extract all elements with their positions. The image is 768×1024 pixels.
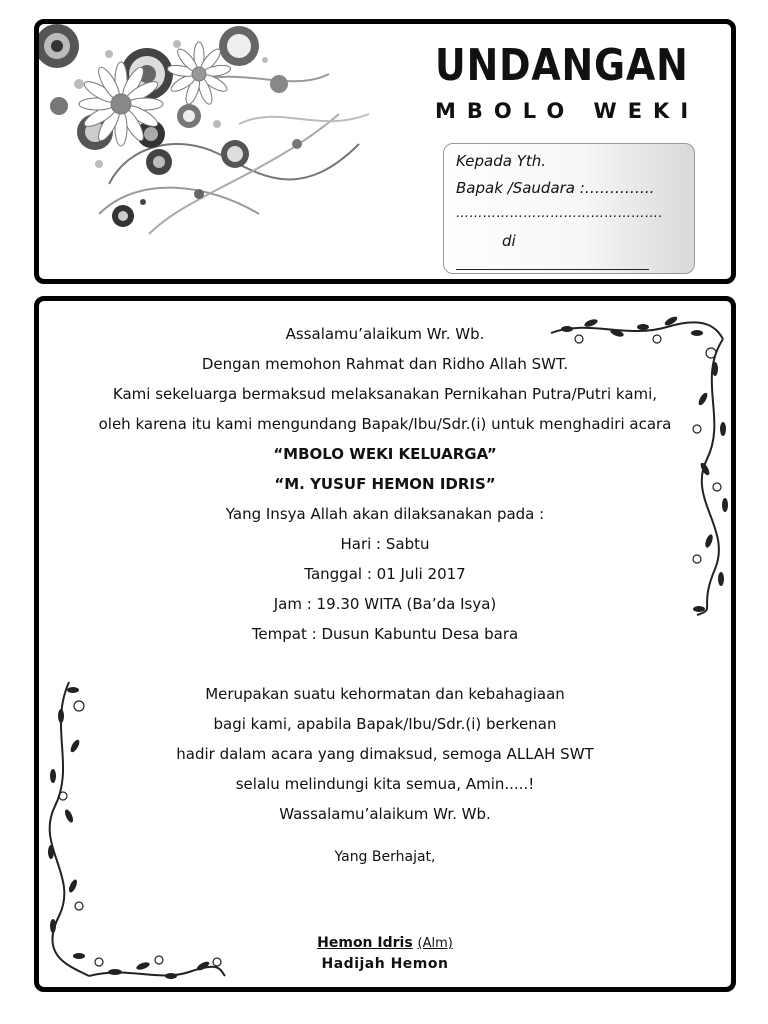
address-name-line: Bapak /Saudara :………….. — [456, 179, 655, 197]
signer-2-name: Hadijah Hemon — [321, 956, 449, 972]
invitation-title: UNDANGAN — [435, 40, 689, 91]
body-line: bagi kami, apabila Bapak/Ibu/Sdr.(i) berkenan — [213, 715, 557, 733]
invitation-text — [39, 319, 731, 829]
body-line: oleh karena itu kami mengundang Bapak/Ibu/Sdr.(i) untuk menghadiri acara — [98, 415, 672, 433]
signer-1-name: Hemon Idris — [317, 935, 413, 951]
signer-1 — [39, 935, 731, 951]
body-line: Yang Insya Allah akan dilaksanakan pada : — [225, 505, 545, 523]
header-panel — [34, 19, 736, 284]
body-line: hadir dalam acara yang dimaksud, semoga ALLAH SWT — [176, 745, 594, 763]
groom-name: “M. YUSUF HEMON IDRIS” — [274, 475, 496, 493]
invitation-body-panel — [34, 296, 736, 992]
greeting-line: Assalamu’alaikum Wr. Wb. — [285, 325, 485, 343]
address-di: di — [502, 232, 516, 250]
body-line: Kami sekeluarga bermaksud melaksanakan Pernikahan Putra/Putri kami, — [112, 385, 658, 403]
event-location: Tempat : Dusun Kabuntu Desa bara — [251, 625, 519, 643]
invitation-subtitle: MBOLO WEKI — [435, 99, 700, 123]
floral-decoration-image — [39, 24, 379, 264]
address-underline — [456, 269, 649, 270]
body-line: Merupakan suatu kehormatan dan kebahagiaan — [205, 685, 565, 703]
paragraph-gap — [39, 649, 731, 679]
event-date: Tanggal : 01 Juli 2017 — [304, 565, 466, 583]
closing-label: Yang Berhajat, — [334, 849, 436, 865]
event-day: Hari : Sabtu — [340, 535, 430, 553]
farewell-line: Wassalamu’alaikum Wr. Wb. — [279, 805, 491, 823]
event-time: Jam : 19.30 WITA (Ba’da Isya) — [273, 595, 497, 613]
signer-1-suffix: (Alm) — [417, 936, 453, 951]
event-name: “MBOLO WEKI KELUARGA” — [273, 445, 497, 463]
body-line: Dengan memohon Rahmat dan Ridho Allah SWT. — [201, 355, 569, 373]
address-box — [443, 143, 695, 274]
address-to: Kepada Yth. — [456, 152, 547, 170]
body-line: selalu melindungi kita semua, Amin.....! — [235, 775, 535, 793]
address-dots-line: ………………………………………. — [456, 206, 664, 221]
